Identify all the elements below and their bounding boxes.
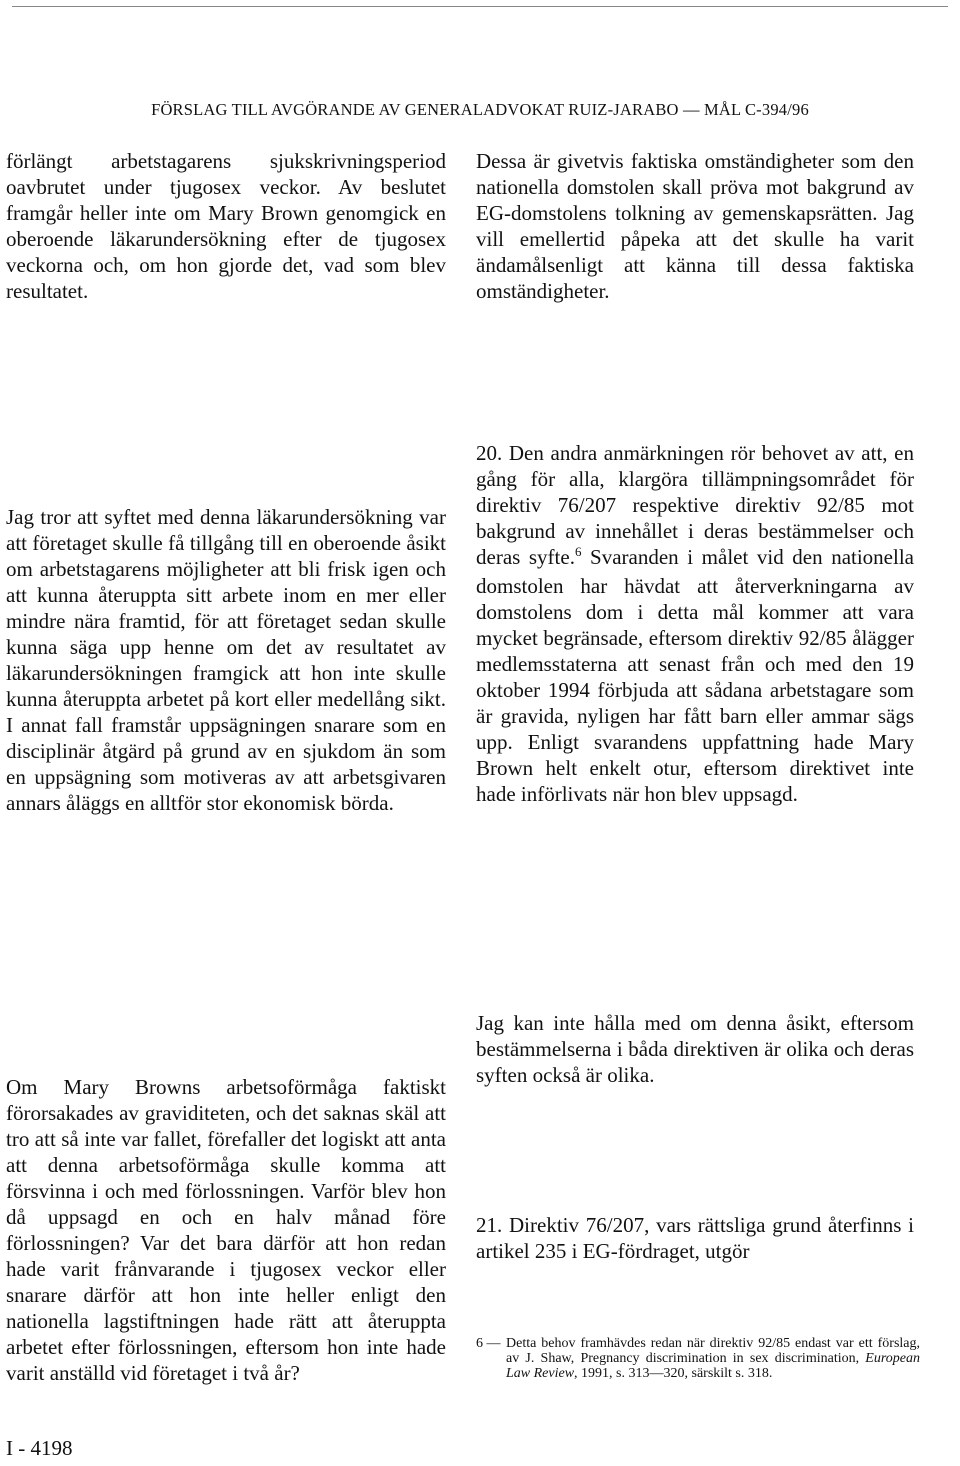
right-paragraph-3: Jag kan inte hålla med om denna åsikt, eftersom bestämmelserna i båda direktiven är olika och deras syften också är olika. — [476, 1011, 914, 1087]
left-paragraph-3: Om Mary Browns arbetsoförmåga faktiskt förorsakades av graviditeten, och det saknas skäl att tro att så inte var fallet, förefaller det logiskt att anta att denna arbetsoförmåga skulle komma att försvinna i och med förlossningen. Varför blev hon då uppsagd en och en halv månad före förlossningen? Var det bara därför att hon redan hade varit frånvarande i tjugosex veckor eller snarare därför att hon inte heller enligt den nationella lagstiftningen hade rätt att återuppta arbetet efter förlossningen, eftersom hon inte hade varit anställd vid företaget i två år? — [6, 1075, 446, 1385]
footnote-text-a: Detta behov framhävdes redan när direktiv 92/85 endast var ett förslag, av J. Shaw, Pregnancy discrimination in sex discrimination, — [506, 1336, 920, 1366]
paragraph-20-text-b: Svaranden i målet vid den nationella domstolen har hävdat att återverkningarna av domstolens dom i detta mål kommer att vara mycket begränsade, eftersom direktiv 92/85 ålägger medlemsstaterna att senast från och med den 19 oktober 1994 förbjuda att sådana arbetstagare som är gravida, nyligen har fått barn eller ammar sägs upp. Enligt svarandens uppfattning hade Mary Brown helt enkelt otur, eftersom direktivet inte hade införlivats när hon blev uppsagd. — [476, 545, 914, 806]
footnote-6 — [476, 1336, 920, 1381]
left-paragraph-1: förlängt arbetstagarens sjukskrivningsperiod oavbrutet under tjugosex veckor. Av beslutet framgår heller inte om Mary Brown genomgick en oberoende läkarundersökning efter de tjugosex veckorna och, om hon gjorde det, vad som blev resultatet. — [6, 149, 446, 303]
footnote-text — [506, 1336, 920, 1381]
left-paragraph-2: Jag tror att syftet med denna läkarundersökning var att företaget skulle få tillgång till en oberoende åsikt om arbetstagarens möjligheter att bli frisk igen och att kunna återuppta sitt arbete inom en mer eller mindre nära framtid, för att företaget sedan skulle kunna säga upp henne om det av resultatet av läkarundersökningen framgick att hon inte skulle kunna återuppta arbetet på kort eller medellång sikt. I annat fall framstår uppsägningen snarare som en disciplinär åtgärd på grund av en sjukdom än som en uppsägning som motiveras av att arbetsgivaren annars åläggs en alltför stor ekonomisk börda. — [6, 505, 446, 815]
footnote-text-b: , 1991, s. 313—320, särskilt s. 318. — [574, 1366, 773, 1381]
paragraph-20-text-a: 20. Den andra anmärkningen rör behovet av att, en gång för alla, klargöra tillämpningsområdet för direktiv 76/207 respektive direktiv 92/85 mot bakgrund av innehållet i deras bestämmelser och deras syfte. — [476, 441, 914, 569]
top-rule — [12, 6, 948, 7]
running-header: FÖRSLAG TILL AVGÖRANDE AV GENERALADVOKAT RUIZ-JARABO — MÅL C-394/96 — [151, 100, 809, 119]
page-number: I - 4198 — [6, 1436, 73, 1460]
right-paragraph-1: Dessa är givetvis faktiska omständigheter som den nationella domstolen skall pröva mot bakgrund av EG-domstolens tolkning av gemenskapsrätten. Jag vill emellertid påpeka att det skulle ha varit ändamålsenligt att känna till dessa faktiska omständigheter. — [476, 149, 914, 303]
footnote-journal: European Law Review — [506, 1351, 920, 1381]
right-paragraph-21: 21. Direktiv 76/207, vars rättsliga grund återfinns i artikel 235 i EG-fördraget, utgör — [476, 1213, 914, 1263]
footnote-ref-6: 6 — [574, 544, 582, 559]
right-paragraph-20 — [476, 440, 914, 807]
footnote-number: 6 — — [476, 1336, 501, 1351]
